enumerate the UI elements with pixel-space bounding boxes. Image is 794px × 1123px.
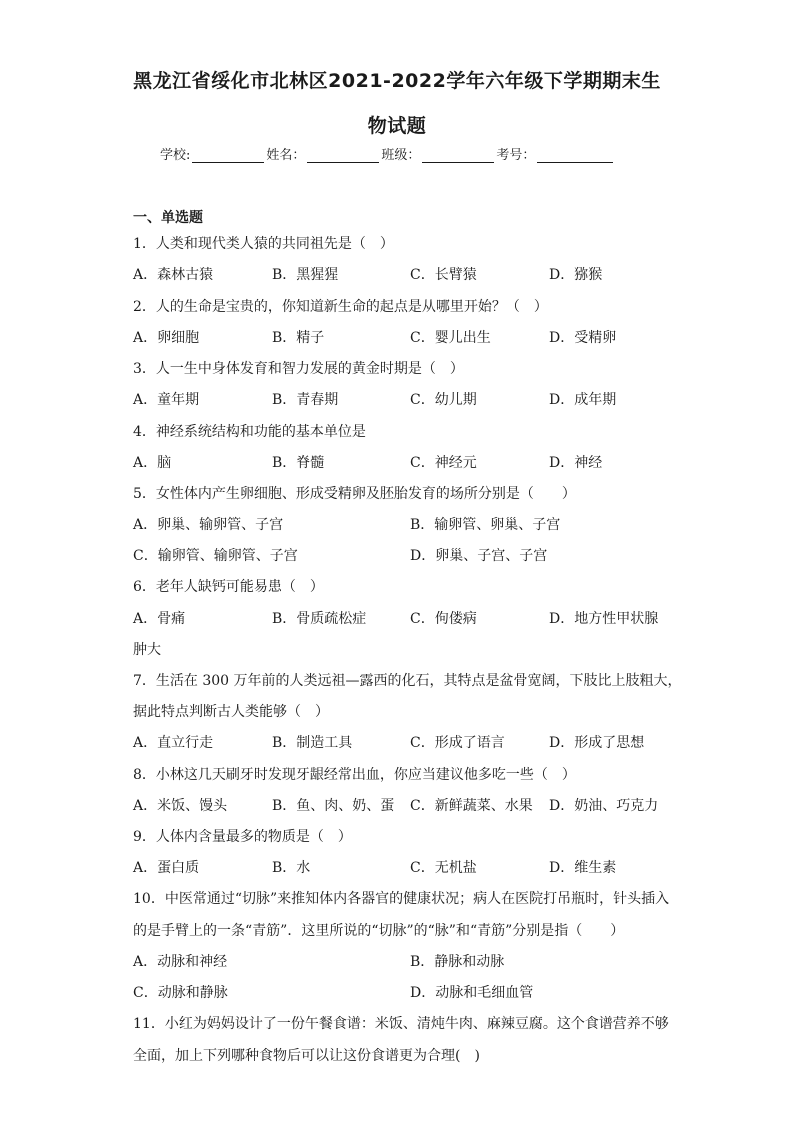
option-c: C．神经元 (410, 455, 477, 471)
option-b: B．制造工具 (272, 735, 353, 751)
option-b: B．水 (272, 860, 311, 876)
option-d: D．受精卵 (549, 330, 617, 346)
name-blank (307, 148, 379, 163)
option-c: C．无机盐 (410, 860, 477, 876)
option-b: B．青春期 (272, 392, 339, 408)
question-stem: 5．女性体内产生卵细胞、形成受精卵及胚胎发育的场所分别是（ ） (133, 486, 576, 502)
option-b: B．输卵管、卵巢、子宫 (410, 517, 561, 533)
option-d: D．成年期 (549, 392, 617, 408)
option-b: B．黑猩猩 (272, 267, 339, 283)
question-stem: 7．生活在 300 万年前的人类远祖—露西的化石，其特点是盆骨宽阔，下肢比上肢粗大， (133, 673, 682, 689)
option-d: D．卵巢、子宫、子宫 (410, 548, 548, 564)
question-stem: 4．神经系统结构和功能的基本单位是 (133, 424, 366, 440)
option-d: D．地方性甲状腺 (549, 611, 659, 627)
question-stem-continued: 全面，加上下列哪种食物后可以让这份食谱更为合理( ) (133, 1048, 480, 1064)
question-stem-continued: 据此特点判断古人类能够（ ） (133, 704, 329, 720)
option-d: D．神经 (549, 455, 603, 471)
option-a: A．森林古猿 (133, 267, 214, 283)
option-d-continued: 肿大 (133, 642, 161, 658)
option-a: A．童年期 (133, 392, 200, 408)
name-label: 姓名： (266, 148, 306, 163)
exam-no-label: 考号： (496, 148, 536, 163)
exam-title-line1: 黑龙江省绥化市北林区2021-2022学年六年级下学期期末生 (133, 70, 661, 92)
option-a: A．卵巢、输卵管、子宫 (133, 517, 284, 533)
option-b: B．脊髓 (272, 455, 325, 471)
question-stem: 1．人类和现代类人猿的共同祖先是（ ） (133, 236, 394, 252)
option-a: A．卵细胞 (133, 330, 200, 346)
option-a: A．直立行走 (133, 735, 214, 751)
option-d: D．奶油、巧克力 (549, 798, 659, 814)
option-b: B．骨质疏松症 (272, 611, 367, 627)
option-a: A．米饭、馒头 (133, 798, 228, 814)
option-b: B．静脉和动脉 (410, 954, 505, 970)
option-c: C．佝偻病 (410, 611, 477, 627)
question-stem: 3．人一生中身体发育和智力发展的黄金时期是（ ） (133, 361, 464, 377)
option-b: B．鱼、肉、奶、蛋 (272, 798, 395, 814)
exam-no-blank (537, 148, 613, 163)
school-label: 学校: (160, 148, 191, 163)
option-a: A．蛋白质 (133, 860, 200, 876)
question-stem: 6．老年人缺钙可能易患（ ） (133, 579, 324, 595)
option-d: D．形成了思想 (549, 735, 645, 751)
option-c: C．婴儿出生 (410, 330, 491, 346)
option-c: C．新鲜蔬菜、水果 (410, 798, 533, 814)
exam-title-line2: 物试题 (367, 115, 427, 137)
option-c: C．幼儿期 (410, 392, 477, 408)
class-label: 班级： (381, 148, 421, 163)
question-stem: 9．人体内含量最多的物质是（ ） (133, 829, 352, 845)
option-a: A．脑 (133, 455, 172, 471)
question-stem: 10．中医常通过“切脉”来推知体内各器官的健康状况；病人在医院打吊瓶时，针头插入 (133, 891, 670, 907)
student-info-row (160, 144, 615, 163)
option-c: C．形成了语言 (410, 735, 505, 751)
option-c: C．动脉和静脉 (133, 985, 228, 1001)
question-stem-continued: 的是手臂上的一条“青筋”．这里所说的“切脉”的“脉”和“青筋”分别是指（ ） (133, 923, 625, 939)
option-c: C．输卵管、输卵管、子宫 (133, 548, 298, 564)
option-a: A．动脉和神经 (133, 954, 228, 970)
option-d: D．动脉和毛细血管 (410, 985, 534, 1001)
question-stem: 2．人的生命是宝贵的，你知道新生命的起点是从哪里开始？（ ） (133, 299, 548, 315)
question-stem: 11．小红为妈妈设计了一份午餐食谱：米饭、清炖牛肉、麻辣豆腐。这个食谱营养不够 (133, 1016, 669, 1032)
class-blank (422, 148, 494, 163)
option-d: D．维生素 (549, 860, 617, 876)
section-heading: 一、单选题 (133, 210, 203, 226)
option-a: A．骨痛 (133, 611, 186, 627)
school-blank (192, 148, 264, 163)
option-c: C．长臂猿 (410, 267, 477, 283)
option-d: D．猕猴 (549, 267, 603, 283)
question-stem: 8．小林这几天刷牙时发现牙龈经常出血，你应当建议他多吃一些（ ） (133, 767, 576, 783)
option-b: B．精子 (272, 330, 325, 346)
